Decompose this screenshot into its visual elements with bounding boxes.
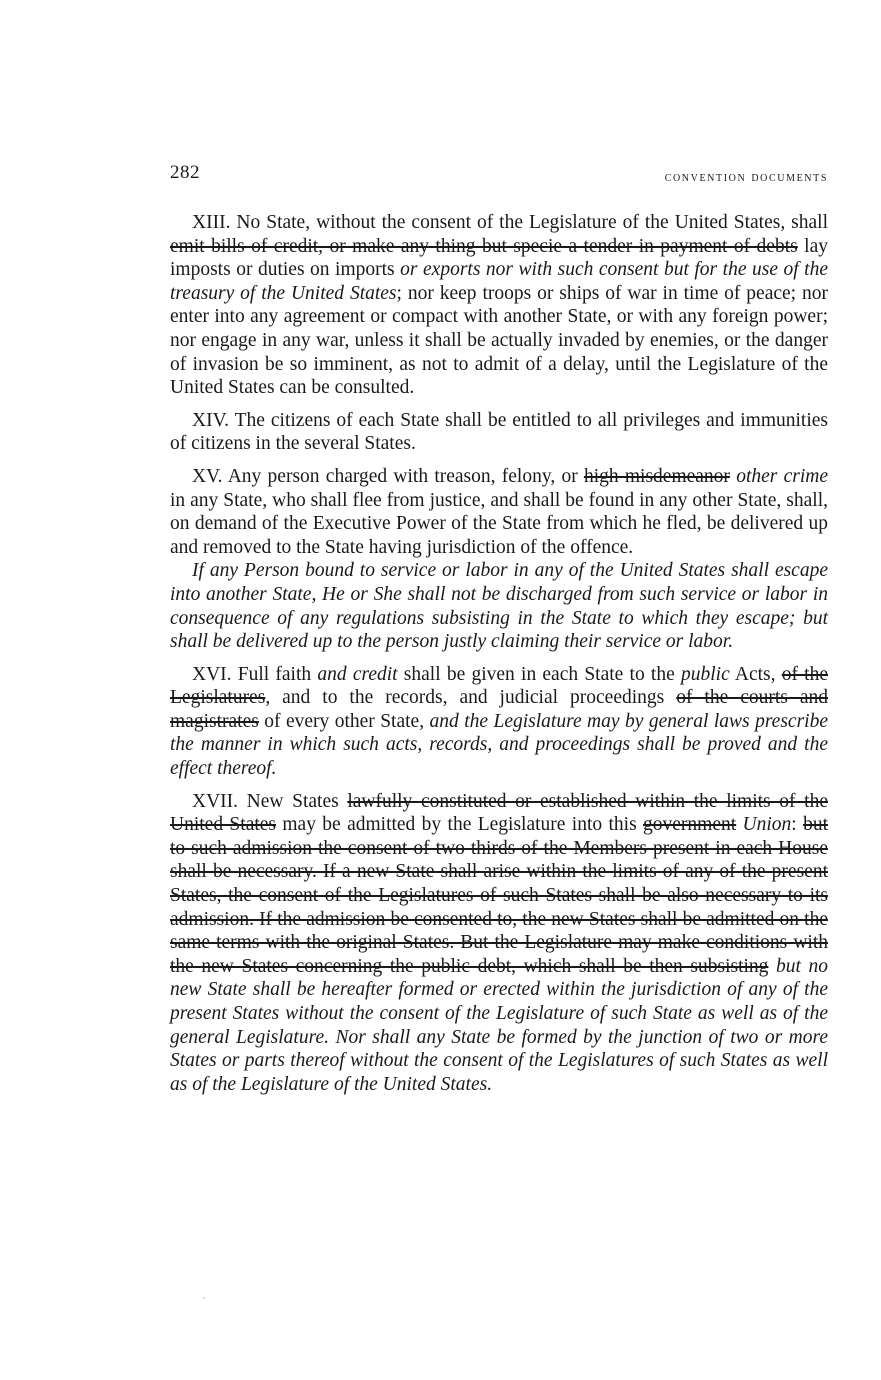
article-xvii-inserted: Union (742, 814, 792, 836)
article-xvi-text: , and to the records, and judicial proceedings (265, 687, 677, 709)
article-xvii-text: XVII. New States (192, 790, 348, 812)
article-xiii (170, 211, 828, 400)
article-xvi-text: XVI. Full faith (192, 663, 318, 685)
article-xiii-struck: emit bills of credit, or make any thing but specie a tender in payment of debts (170, 235, 798, 257)
article-xv-struck: high misdemeanor (583, 465, 730, 487)
article-xiii-text: ; nor keep troops or ships of war in time of peace; nor enter into any agreement or compact with another State, or with any foreign power; nor engage in any war, unless it shall be actually invaded by enemies, or the danger of invasion be so imminent, as not to admit of a delay, until the Legislature of the United States can be consulted. (170, 282, 828, 399)
article-xiii-text: lay imposts or duties on imports (170, 235, 828, 281)
article-xv-fugitive-clause (170, 559, 828, 653)
article-xv-text: in any State, who shall flee from justice, and shall be found in any other State, shall, on demand of the Executive Power of the State from which he fled, be delivered up and removed to the State having jurisdiction of the offence. (170, 489, 828, 558)
article-xvii (170, 790, 828, 1097)
article-xvi-inserted: and the Legislature may by general laws prescribe the manner in which such acts, records, and proceedings shall be proved and the effect thereof. (170, 710, 828, 780)
article-xvii-inserted: but no new State shall be hereafter formed or erected within the jurisdiction of any of the present States without the consent of the Legislature of such State as well as of the general Legislature. Nor shall any State be formed by the junction of two or more States or parts thereof without the consent of the Legislatures of such States as well as of the Legislature of the United States. (170, 955, 829, 1095)
article-xiv (170, 409, 828, 456)
article-xv-text: XV. Any person charged with treason, felony, or (192, 465, 584, 487)
article-xvi (170, 663, 828, 781)
article-xvii-struck: lawfully constituted or established within the limits of the United States (170, 790, 828, 836)
article-xvi-struck: of the courts and magistrates (170, 687, 828, 732)
paper-speck (203, 1297, 205, 1299)
article-xv-inserted: other crime (736, 465, 829, 487)
article-xvi-struck: of the Legislatures (170, 663, 829, 709)
article-xvii-struck: government (643, 814, 737, 836)
article-xvii-text: may be admitted by the Legislature into this (276, 814, 644, 836)
article-xvi-text: Acts, (729, 663, 782, 685)
article-xvii-text (768, 956, 776, 977)
page-number: 282 (170, 162, 200, 183)
article-xvii-text: : (791, 814, 804, 836)
article-xv-inserted: If any Person bound to service or labor in any of the United States shall escape into another State, He or She shall not be discharged from such service or labor in consequence of any regulations subsisting in the State to which they escape; but shall be delivered up to the person justly claiming their service or labor. (170, 560, 828, 653)
article-xvii-struck: but to such admission the consent of two thirds of the Members present in each House shall be necessary. If a new State shall arise within the limits of any of the present States, the consent of the Legislatures of such States shall be also necessary to its admission. If the admission be consented to, the new States shall be admitted on the same terms with the original States. But the Legislature may make conditions with the new States concerning the public debt, which shall be then subsisting (170, 814, 828, 977)
article-xvi-text: of every other State, (258, 710, 430, 732)
article-xvi-inserted: and credit (317, 663, 398, 685)
document-body (170, 211, 828, 1096)
article-xvi-inserted: public (680, 663, 730, 685)
article-xiii-inserted: or exports nor with such consent but for the use of the treasury of the United States (170, 259, 829, 304)
article-xv (170, 465, 828, 559)
article-xvi-text: shall be given in each State to the (397, 663, 681, 685)
article-xiv-text: XIV. The citizens of each State shall be entitled to all privileges and immunities of citizens in the several States. (170, 409, 828, 455)
article-xiii-text: XIII. No State, without the consent of the Legislature of the United States, shall (192, 212, 828, 233)
running-head: convention documents (664, 170, 828, 185)
